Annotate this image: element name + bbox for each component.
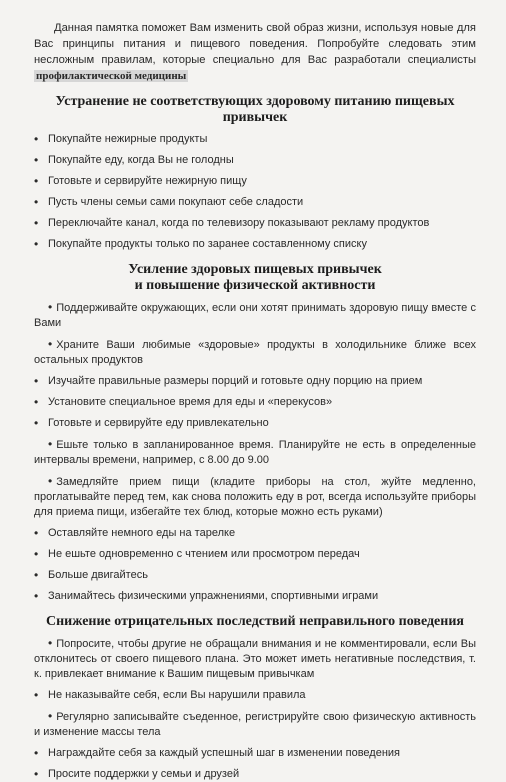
list-item xyxy=(34,300,476,331)
list-item: • Покупайте продукты только по заранее составленному списку xyxy=(34,237,476,252)
bullet-icon: • xyxy=(48,474,53,488)
list-item: • Награждайте себя за каждый успешный шаг в изменении поведения xyxy=(34,746,476,761)
list-item: • Не ешьте одновременно с чтением или просмотром передач xyxy=(34,547,476,562)
list-item: • Покупайте нежирные продукты xyxy=(34,132,476,147)
list-item: • Изучайте правильные размеры порций и готовьте одну порцию на прием xyxy=(34,374,476,389)
list-item: • Установите специальное время для еды и «перекусов» xyxy=(34,395,476,410)
list-item-text: Храните Ваши любимые «здоровые» продукты в холодильнике ближе всех остальных продуктов xyxy=(34,339,476,366)
section-2-title xyxy=(34,262,476,294)
section-2-title-line-2: и повышение физической активности xyxy=(134,278,376,293)
list-item: • Оставляйте немного еды на тарелке xyxy=(34,526,476,541)
list-item: • Пусть члены семьи сами покупают себе сладости xyxy=(34,195,476,210)
section-1-list xyxy=(34,132,476,252)
intro-highlight: профилактической медицины xyxy=(36,70,187,82)
bullet-icon: • xyxy=(48,636,53,650)
list-item: • Не наказывайте себя, если Вы нарушили правила xyxy=(34,688,476,703)
bullet-icon: • xyxy=(48,437,53,451)
list-item-text: Замедляйте прием пищи (кладите приборы на стол, жуйте медленно, проглатывайте перед тем, как снова положить еду в рот, всегда используйте приборы для приема пищи, избегайте тех блюд, которые можно есть руками) xyxy=(34,476,476,518)
list-item: • Просите поддержки у семьи и друзей xyxy=(34,767,476,782)
list-item: • Готовьте и сервируйте нежирную пищу xyxy=(34,174,476,189)
list-item: • Покупайте еду, когда Вы не голодны xyxy=(34,153,476,168)
list-item xyxy=(34,437,476,468)
list-item: • Больше двигайтесь xyxy=(34,568,476,583)
bullet-icon: • xyxy=(48,337,53,351)
list-item: • Переключайте канал, когда по телевизору показывают рекламу продуктов xyxy=(34,216,476,231)
section-2-title-line-1: Усиление здоровых пищевых привычек xyxy=(128,262,382,277)
section-3-list xyxy=(34,636,476,782)
list-item xyxy=(34,636,476,682)
intro-paragraph xyxy=(34,20,476,84)
section-3-title: Снижение отрицательных последствий неправильного поведения xyxy=(46,614,464,629)
list-item-text: Попросите, чтобы другие не обращали внимания и не комментировали, если Вы отклонитесь от своего пищевого плана. Это может иметь негативные последствия, т. к. привлекает внимание к Вашим пищевым привычкам xyxy=(34,638,476,680)
list-item-text: Поддерживайте окружающих, если они хотят принимать здоровую пищу вместе с Вами xyxy=(34,302,476,329)
bullet-icon: • xyxy=(48,709,53,723)
list-item xyxy=(34,474,476,520)
section-2-list xyxy=(34,300,476,604)
section-1-title: Устранение не соответствующих здоровому питанию пищевых привычек xyxy=(55,94,455,125)
list-item: • Занимайтесь физическими упражнениями, спортивными играми xyxy=(34,589,476,604)
intro-text: Данная памятка поможет Вам изменить свой образ жизни, используя новые для Вас принципы питания и пищевого поведения. Попробуйте следовать этим несложным правилам, которые специально для Вас разработали специалисты xyxy=(34,22,476,66)
list-item-text: Регулярно записывайте съеденное, регистрируйте свою физическую активность и изменение массы тела xyxy=(34,711,476,738)
list-item-text: Ешьте только в запланированное время. Планируйте не есть в определенные интервалы времени, например, с 8.00 до 9.00 xyxy=(34,439,476,466)
bullet-icon: • xyxy=(48,300,53,314)
list-item xyxy=(34,337,476,368)
list-item: • Готовьте и сервируйте еду привлекательно xyxy=(34,416,476,431)
list-item xyxy=(34,709,476,740)
